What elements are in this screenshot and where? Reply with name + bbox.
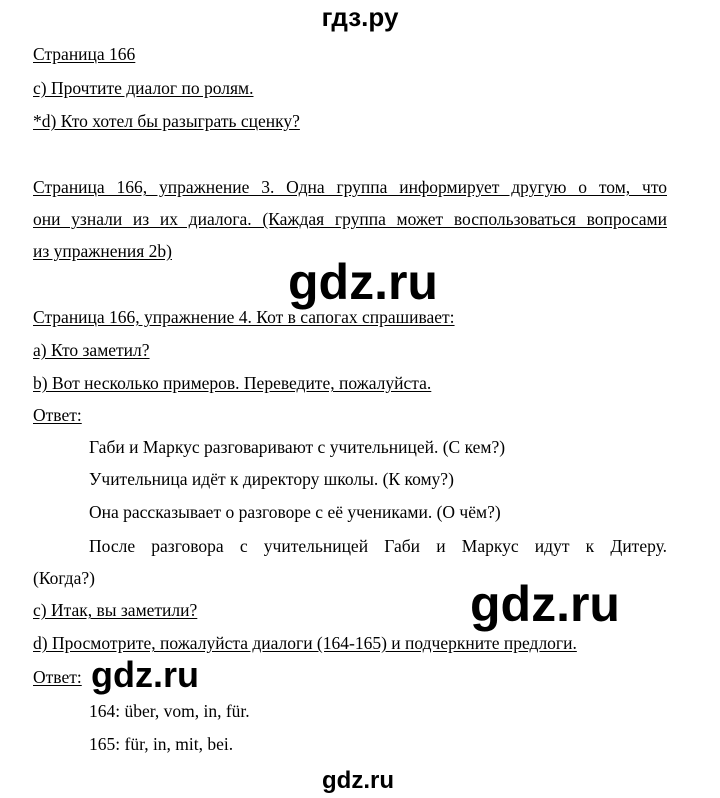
watermark-1: gdz.ru bbox=[288, 254, 438, 310]
answer-165: 165: für, in, mit, bei. bbox=[89, 734, 234, 754]
exercise-4-heading: Страница 166, упражнение 4. Кот в сапогах спрашивает: bbox=[33, 307, 455, 327]
answer-sentence-3: Она рассказывает о разговоре с её учениками. (О чём?) bbox=[89, 502, 501, 522]
page-heading: Страница 166 bbox=[33, 44, 136, 64]
exercise-4-a: a) Кто заметил? bbox=[33, 340, 150, 360]
watermark-4: gdz.ru bbox=[322, 767, 394, 794]
exercise-3-line-1: Страница 166, упражнение 3. Одна группа информирует другую о том, что bbox=[33, 177, 667, 197]
exercise-4-c: с) Итак, вы заметили? bbox=[33, 600, 198, 620]
exercise-3-line-3: из упражнения 2b) bbox=[33, 241, 172, 261]
answer-label-2: Ответ: bbox=[33, 667, 82, 687]
answer-sentence-2: Учительница идёт к директору школы. (К кому?) bbox=[89, 469, 454, 489]
answer-sentence-4-cont: (Когда?) bbox=[33, 568, 95, 588]
task-c: с) Прочтите диалог по ролям. bbox=[33, 78, 254, 98]
site-header: гдз.ру bbox=[321, 2, 399, 32]
answer-sentence-4: После разговора с учительницей Габи и Маркус идут к Дитеру. bbox=[89, 536, 667, 556]
answer-label-1: Ответ: bbox=[33, 405, 82, 425]
watermark-3: gdz.ru bbox=[91, 654, 199, 695]
exercise-4-d: d) Просмотрите, пожалуйста диалоги (164-165) и подчеркните предлоги. bbox=[33, 633, 577, 653]
exercise-4-b: b) Вот несколько примеров. Переведите, пожалуйста. bbox=[33, 373, 432, 393]
watermark-2: gdz.ru bbox=[470, 576, 620, 632]
answer-sentence-1: Габи и Маркус разговаривают с учительницей. (С кем?) bbox=[89, 437, 506, 457]
answer-164: 164: über, vom, in, für. bbox=[89, 701, 250, 721]
exercise-3-line-2: они узнали из их диалога. (Каждая группа может воспользоваться вопросами bbox=[33, 209, 667, 229]
task-d: *d) Кто хотел бы разыграть сценку? bbox=[33, 111, 300, 131]
